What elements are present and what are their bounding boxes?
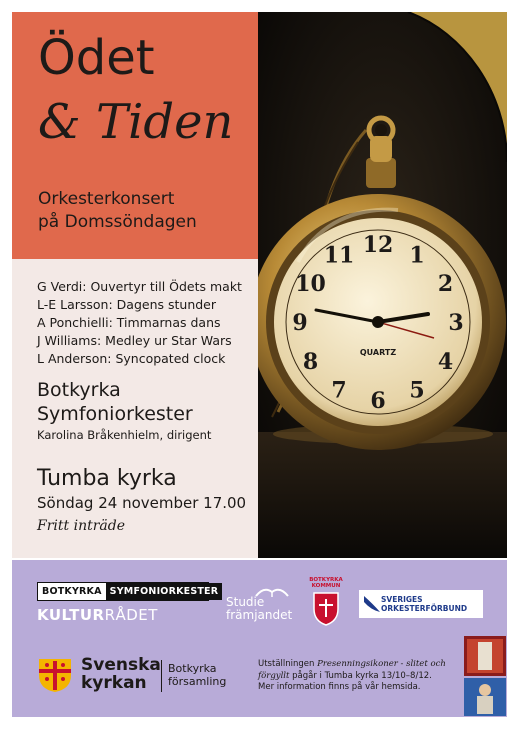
title-line-1: Ödet [38, 30, 155, 86]
orchestra-line-2: Symfoniorkester [37, 403, 193, 425]
exhibition-note [258, 659, 458, 694]
studie-line-1: Studie [226, 595, 265, 609]
programme-item: A Ponchielli: Timmarnas dans [37, 315, 221, 330]
admission: Fritt inträde [37, 518, 125, 534]
sof-text [381, 596, 467, 613]
parish-line-2: församling [168, 675, 227, 688]
subtitle-line-1: Orkesterkonsert [38, 189, 175, 209]
watch-numeral: 7 [331, 377, 347, 404]
table-surface [258, 432, 507, 558]
svenska-kyrkan-logo [37, 656, 247, 696]
church-crest-icon [37, 657, 73, 693]
kultur-bold: KULTUR [37, 606, 105, 624]
icon-paintings-image [464, 636, 506, 716]
studie-text [226, 596, 292, 622]
programme-list [37, 278, 242, 368]
kommun-line-2: KOMMUN [311, 583, 341, 589]
venue: Tumba kyrka [37, 466, 177, 491]
subtitle [38, 188, 197, 234]
exhibition-title: Presenningsikoner - slitet och förgyllt [258, 659, 446, 681]
watch-numeral: 10 [295, 271, 326, 297]
church-line-1: Svenska [81, 655, 161, 675]
botkyrka-symfoniorkester-logo [37, 582, 219, 601]
church-line-2: kyrkan [81, 673, 147, 693]
programme-item: L Anderson: Syncopated clock [37, 351, 226, 366]
event-date: Söndag 24 november 17.00 [37, 494, 247, 512]
title-line-2: & Tiden [38, 94, 234, 150]
kultur-rest: RÅDET [104, 606, 158, 624]
orchestra-line-1: Botkyrka [37, 379, 121, 401]
sof-line-1: SVERIGES [381, 595, 423, 604]
kommun-text [306, 577, 346, 589]
pocket-watch-photo [258, 12, 507, 558]
bird-icon [361, 590, 383, 618]
hands-pivot [372, 316, 384, 328]
watch-brand: QUARTZ [359, 348, 397, 357]
sof-line-2: ORKESTERFÖRBUND [381, 603, 468, 613]
conductor: Karolina Bråkenhielm, dirigent [37, 428, 212, 442]
parish-name [168, 662, 226, 688]
exhibition-suffix: pågår i Tumba kyrka 13/10–8/12. [289, 670, 432, 681]
watch-numeral: 5 [409, 377, 425, 404]
sveriges-orkesterforbund-logo [359, 590, 483, 618]
orchestra-name [37, 378, 193, 426]
church-name [81, 656, 161, 692]
watch-numeral: 8 [302, 349, 319, 375]
programme-item: L-E Larsson: Dagens stunder [37, 297, 217, 312]
icon-paintings [464, 636, 506, 716]
kulturradet-logo [37, 606, 158, 624]
studie-line-2: främjandet [226, 608, 293, 622]
watch-numeral: 3 [448, 310, 464, 336]
subtitle-line-2: på Domssöndagen [38, 212, 197, 232]
exhibition-prefix: Utställningen [258, 659, 318, 669]
watch-numeral: 9 [292, 310, 308, 336]
watch-crown [366, 118, 396, 188]
bso-logo-part-2: SYMFONIORKESTER [106, 583, 223, 600]
studiefrámjandet-logo [224, 584, 294, 624]
pocket-watch-illustration [258, 12, 507, 558]
kommun-line-1: BOTKYRKA [309, 577, 343, 583]
programme-item: G Verdi: Ouvertyr till Ödets makt [37, 279, 242, 294]
botkyrka-kommun-logo [306, 577, 346, 627]
watch-numeral: 4 [437, 349, 454, 375]
watch-numeral: 1 [409, 242, 425, 269]
logo-divider [161, 660, 162, 692]
bso-logo-part-1: BOTKYRKA [42, 586, 102, 597]
watch-numeral: 6 [370, 388, 386, 414]
exhibition-more-info: Mer information finns på vår hemsida. [258, 682, 421, 692]
programme-item: J Williams: Medley ur Star Wars [37, 333, 232, 348]
parish-line-1: Botkyrka [168, 662, 217, 675]
watch-numeral: 12 [362, 232, 394, 258]
coat-of-arms-icon [306, 591, 346, 627]
watch-numeral: 11 [323, 242, 355, 269]
watch-numeral: 2 [437, 271, 454, 297]
